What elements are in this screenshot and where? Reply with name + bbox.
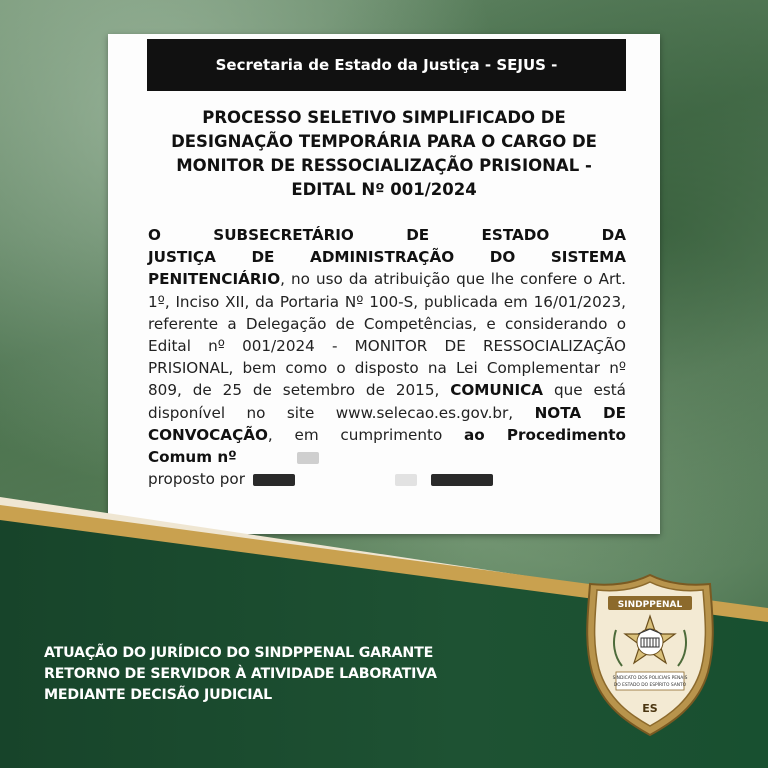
redacted-name <box>253 474 295 486</box>
nota-convocacao: NOTA DE CONVOCAÇÃO <box>148 403 627 444</box>
headline-line: ATUAÇÃO DO JURÍDICO DO SINDPPENAL GARANTE <box>44 645 434 661</box>
lead-word: SUBSECRETÁRIO <box>213 226 354 244</box>
body-text: , em cumprimento <box>267 425 465 444</box>
document-title <box>128 106 640 202</box>
body-text: , no uso da atribuição que lhe confere o Art. 1º, Inciso XII, da Portaria Nº 100-S, publicada em 16/01/2023, referente a Delegação de Competências, e considerando o Edital nº 001/2024 - MONITOR DE RESSOCIALIZAÇÃO PRISIONAL, bem como o disposto na Lei Complementar nº 809, de 25 de setembro de 2015, <box>148 270 626 400</box>
body-text: proposto por <box>148 470 245 489</box>
redacted-number <box>297 452 319 464</box>
comunica-word: COMUNICA <box>450 381 544 400</box>
title-line: PROCESSO SELETIVO SIMPLIFICADO DE <box>202 108 566 127</box>
document-image <box>108 34 660 534</box>
title-line: EDITAL Nº 001/2024 <box>291 180 477 199</box>
lead-word: DE <box>406 226 430 244</box>
procedimento-comum: ao Procedimento Comum <box>148 425 626 467</box>
lead-line <box>148 224 626 246</box>
redacted-text <box>395 474 417 486</box>
lead-word: ESTADO <box>481 226 550 244</box>
document-header: Secretaria de Estado da Justiça - SEJUS - <box>147 39 626 91</box>
authority-title: JUSTIÇA DE ADMINISTRAÇÃO DO SISTEMA PENITENCIÁRIO <box>148 248 626 289</box>
proposto-line <box>148 468 626 490</box>
sindppenal-badge <box>580 572 720 738</box>
lead-word: DA <box>601 226 626 244</box>
headline-line: MEDIANTE DECISÃO JUDICIAL <box>44 687 272 703</box>
badge-name: SINDPPENAL <box>617 600 683 610</box>
badge-subtitle: SINDICATO DOS POLICIAIS PENAIS <box>612 676 688 681</box>
document-body <box>148 224 626 490</box>
headline-line: RETORNO DE SERVIDOR À ATIVIDADE LABORATIVA <box>44 666 437 682</box>
title-line: MONITOR DE RESSOCIALIZAÇÃO PRISIONAL - <box>176 156 592 175</box>
lead-word: O <box>148 226 161 244</box>
body-paragraph <box>148 246 626 468</box>
news-headline <box>44 643 514 706</box>
badge-subtitle: DO ESTADO DO ESPÍRITO SANTO <box>613 683 687 688</box>
title-line: DESIGNAÇÃO TEMPORÁRIA PARA O CARGO DE <box>171 132 597 151</box>
redacted-name <box>431 474 493 486</box>
body-text: que está disponível no site www.selecao.es.gov.br, <box>148 381 626 422</box>
numero-label: nº <box>212 448 237 467</box>
badge-state: ES <box>642 702 658 715</box>
